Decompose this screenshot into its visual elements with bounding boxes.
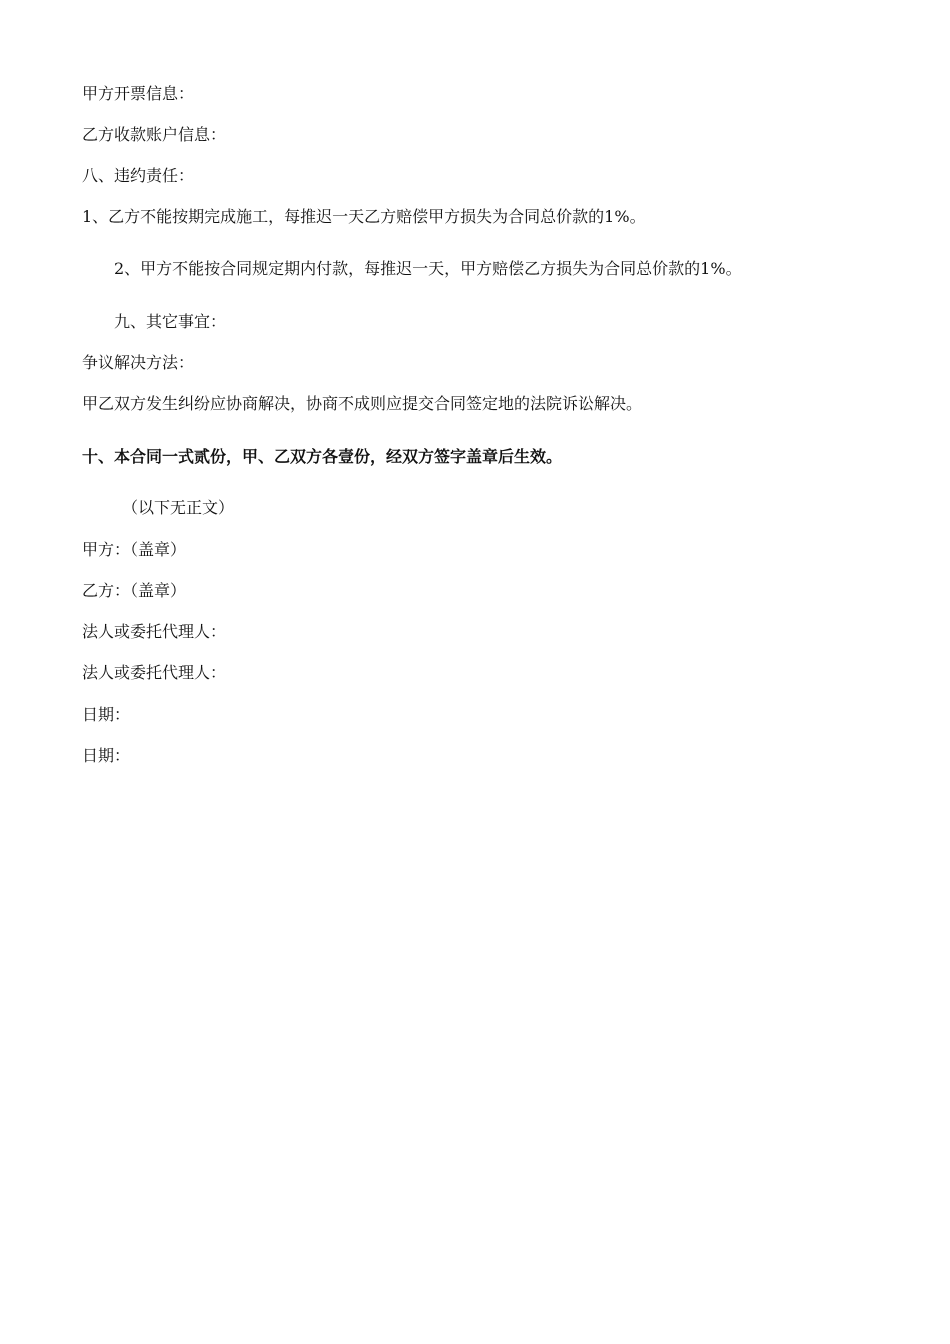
party-a-representative: 法人或委托代理人： <box>82 622 227 641</box>
breach-clause-1: 1、乙方不能按期完成施工，每推迟一天乙方赔偿甲方损失为合同总价款的1%。 <box>82 207 646 226</box>
party-b-representative: 法人或委托代理人： <box>82 663 227 682</box>
party-b-date: 日期： <box>82 746 131 765</box>
section-10-clause: 十、本合同一式贰份，甲、乙双方各壹份，经双方签字盖章后生效。 <box>82 447 563 466</box>
party-a-date: 日期： <box>82 705 131 724</box>
section-9-heading: 九、其它事宜： <box>114 312 227 331</box>
party-b-account-info: 乙方收款账户信息： <box>82 125 227 144</box>
party-b-seal: 乙方：（盖章） <box>82 581 187 600</box>
section-8-heading: 八、违约责任： <box>82 166 195 185</box>
party-a-seal: 甲方：（盖章） <box>82 540 187 559</box>
dispute-resolution-heading: 争议解决方法： <box>82 353 195 372</box>
breach-clause-2: 2、甲方不能按合同规定期内付款，每推迟一天，甲方赔偿乙方损失为合同总价款的1%。 <box>114 259 742 278</box>
no-further-text-note: （以下无正文） <box>122 498 235 517</box>
party-a-invoice-info: 甲方开票信息： <box>82 84 195 103</box>
dispute-resolution-text: 甲乙双方发生纠纷应协商解决，协商不成则应提交合同签定地的法院诉讼解决。 <box>82 394 643 413</box>
